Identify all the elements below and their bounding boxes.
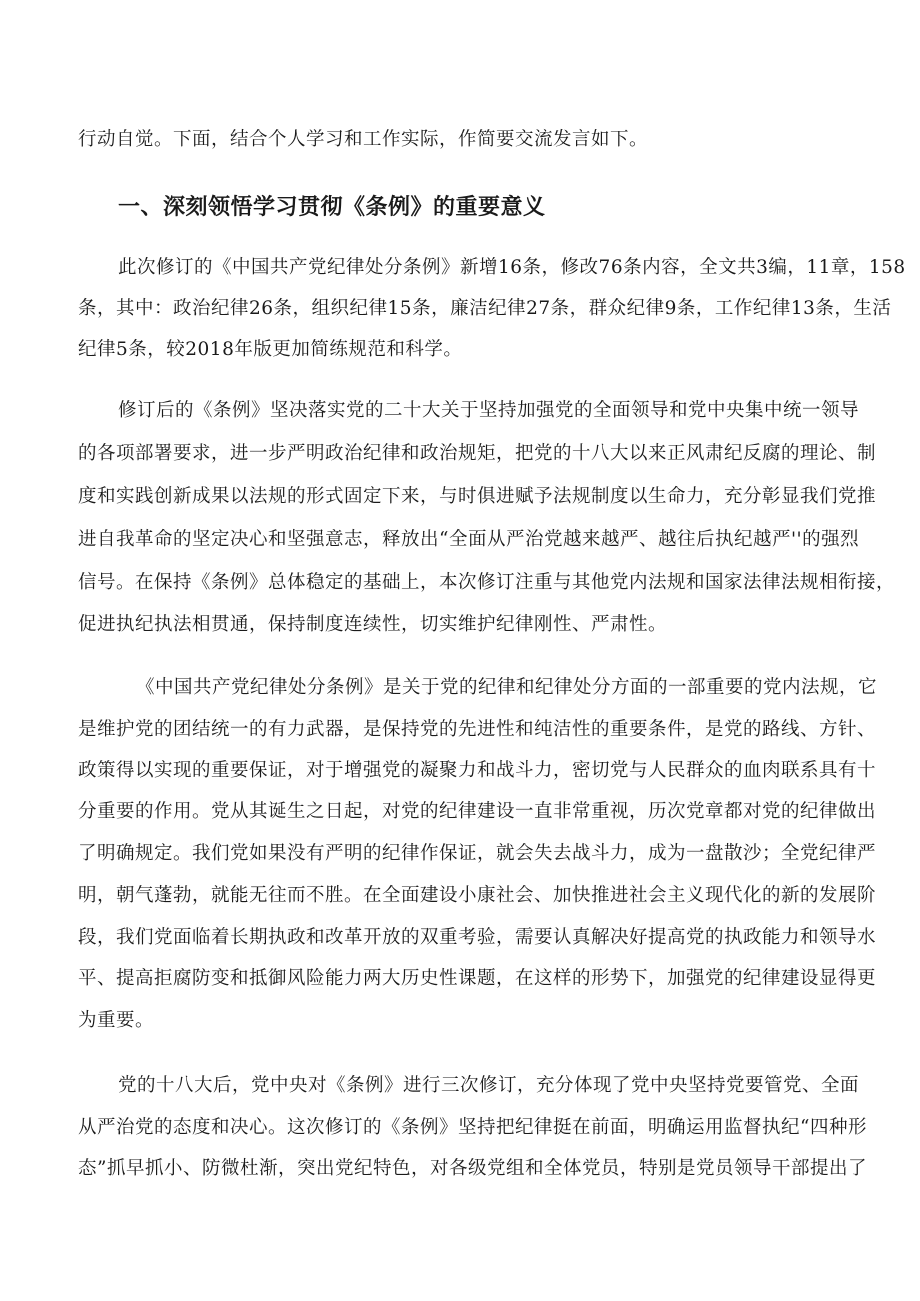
paragraph-line: 为重要。 [78,1010,155,1031]
paragraph-line: 进自我革命的坚定决心和坚强意志，释放出“全面从严治党越来越严、越往后执纪越严''的强烈 [78,529,860,550]
paragraph-line: 信号。在保持《条例》总体稳定的基础上，本次修订注重与其他党内法规和国家法律法规相衔接， [78,572,896,593]
paragraph-line: 《中国共产党纪律处分条例》是关于党的纪律和纪律处分方面的一部重要的党内法规，它 [136,677,878,698]
paragraph-line: 了明确规定。我们党如果没有严明的纪律作保证，就会失去战斗力，成为一盘散沙；全党纪律严 [78,843,877,864]
paragraph-line: 党的十八大后，党中央对《条例》进行三次修订，充分体现了党中央坚持党要管党、全面 [118,1075,860,1096]
paragraph-line: 从严治党的态度和决心。这次修订的《条例》坚持把纪律挺在前面，明确运用监督执纪“四种形 [78,1117,867,1138]
paragraph-line: 明，朝气蓬勃，就能无往而不胜。在全面建设小康社会、加快推进社会主义现代化的新的发展阶 [78,885,877,906]
paragraph-line: 分重要的作用。党从其诞生之日起，对党的纪律建设一直非常重视，历次党章都对党的纪律做出 [78,801,877,822]
paragraph-line: 态”抓早抓小、防微杜渐，突出党纪特色，对各级党组和全体党员，特别是党员领导干部提出了 [78,1158,867,1179]
section-heading: 一、深刻领悟学习贯彻《条例》的重要意义 [118,195,546,220]
paragraph-line: 促进执纪执法相贯通，保持制度连续性，切实维护纪律刚性、严肃性。 [78,614,668,635]
paragraph-line: 段，我们党面临着长期执政和改革开放的双重考验，需要认真解决好提高党的执政能力和领导水 [78,927,877,948]
paragraph-line: 此次修订的《中国共产党纪律处分条例》新增16条，修改76条内容，全文共3编，11章，158 [118,257,906,278]
paragraph-line: 政策得以实现的重要保证，对于增强党的凝聚力和战斗力，密切党与人民群众的血肉联系具有十 [78,760,877,781]
paragraph-line: 纪律5条，较2018年版更加简练规范和科学。 [78,339,463,360]
paragraph-line: 平、提高拒腐防变和抵御风险能力两大历史性课题，在这样的形势下，加强党的纪律建设显得更 [78,968,877,989]
paragraph-line: 条，其中：政治纪律26条，组织纪律15条，廉洁纪律27条，群众纪律9条，工作纪律13条，生活 [78,298,892,319]
intro-tail-line: 行动自觉。下面，结合个人学习和工作实际，作简要交流发言如下。 [78,129,649,150]
paragraph-line: 修订后的《条例》坚决落实党的二十大关于坚持加强党的全面领导和党中央集中统一领导 [118,400,860,421]
paragraph-line: 是维护党的团结统一的有力武器，是保持党的先进性和纯洁性的重要条件，是党的路线、方针、 [78,719,877,740]
paragraph-line: 度和实践创新成果以法规的形式固定下来，与时俱进赋予法规制度以生命力，充分彰显我们党推 [78,486,877,507]
paragraph-line: 的各项部署要求，进一步严明政治纪律和政治规矩，把党的十八大以来正风肃纪反腐的理论、制 [78,443,877,464]
